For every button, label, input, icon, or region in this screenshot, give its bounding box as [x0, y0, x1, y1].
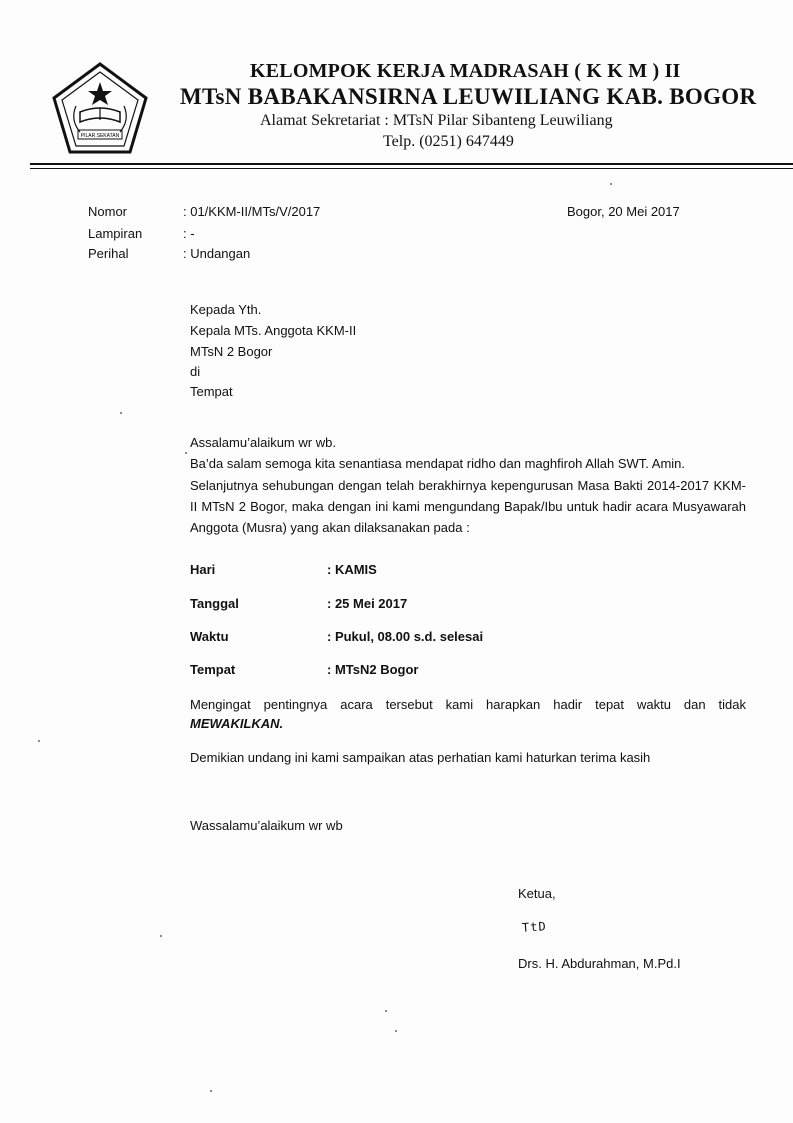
scan-speck — [185, 452, 187, 454]
scan-speck — [395, 1030, 397, 1032]
nomor-label: Nomor — [88, 204, 128, 219]
hari-label: Hari — [190, 562, 216, 577]
recipient-line: di — [190, 364, 201, 379]
letterhead-divider-thin — [30, 168, 793, 169]
scan-speck — [210, 1090, 212, 1092]
lampiran-value: : - — [183, 226, 195, 241]
letterhead-divider-thick — [30, 163, 793, 165]
greeting: Assalamu’alaikum wr wb. — [190, 435, 336, 450]
letterhead-org-name: KELOMPOK KERJA MADRASAH ( K K M ) II — [250, 60, 681, 82]
tanggal-label: Tanggal — [190, 596, 239, 611]
kemenag-logo-icon — [50, 60, 150, 160]
tempat-value: : MTsN2 Bogor — [327, 662, 419, 677]
perihal-label: Perihal — [88, 246, 129, 261]
letterhead-school-name: MTsN BABAKANSIRNA LEUWILIANG KAB. BOGOR — [180, 84, 757, 109]
letterhead-address: Alamat Sekretariat : MTsN Pilar Sibanteng Leuwiliang — [260, 112, 613, 129]
place-date: Bogor, 20 Mei 2017 — [567, 204, 680, 219]
tempat-label: Tempat — [190, 662, 236, 677]
waktu-value: : Pukul, 08.00 s.d. selesai — [327, 629, 484, 644]
scan-speck — [120, 412, 122, 414]
signature-title: Ketua, — [518, 886, 556, 901]
lampiran-label: Lampiran — [88, 226, 143, 241]
recipient-line: Kepada Yth. — [190, 302, 262, 317]
logo-text: PILAR SEKATAN — [80, 133, 120, 139]
letterhead-phone: Telp. (0251) 647449 — [383, 133, 514, 150]
nomor-value: : 01/KKM-II/MTs/V/2017 — [183, 204, 321, 219]
scan-speck — [160, 935, 162, 937]
invitation-paragraph: Selanjutnya sehubungan dengan telah berakhirnya kepengurusan Masa Bakti 2014-2017 KKM-II MTsN 2 Bogor, maka dengan ini kami mengundang Bapak/Ibu untuk hadir acara Musyawarah Anggota (Musra) yang akan dilaksanakan pada : — [190, 478, 746, 535]
recipient-line: Tempat — [190, 384, 233, 399]
waktu-label: Waktu — [190, 629, 229, 644]
signature-mark: TtD — [521, 919, 548, 935]
reminder-text: Mengingat pentingnya acara tersebut kami harapkan hadir tepat waktu dan tidak — [190, 697, 746, 712]
recipient-line: Kepala MTs. Anggota KKM-II — [190, 323, 357, 338]
recipient-line: MTsN 2 Bogor — [190, 344, 273, 359]
hari-value: : KAMIS — [327, 562, 377, 577]
closing-line: Demikian undang ini kami sampaikan atas perhatian kami haturkan terima kasih — [190, 750, 651, 765]
signature-name: Drs. H. Abdurahman, M.Pd.I — [518, 956, 681, 971]
reminder-emphasis: MEWAKILKAN. — [190, 716, 284, 731]
scan-speck — [38, 740, 40, 742]
perihal-value: : Undangan — [183, 246, 251, 261]
scan-speck — [385, 1010, 387, 1012]
farewell: Wassalamu’alaikum wr wb — [190, 818, 343, 833]
scan-speck — [610, 183, 612, 185]
opening-line: Ba’da salam semoga kita senantiasa mendapat ridho dan maghfiroh Allah SWT. Amin. — [190, 456, 685, 471]
tanggal-value: : 25 Mei 2017 — [327, 596, 408, 611]
